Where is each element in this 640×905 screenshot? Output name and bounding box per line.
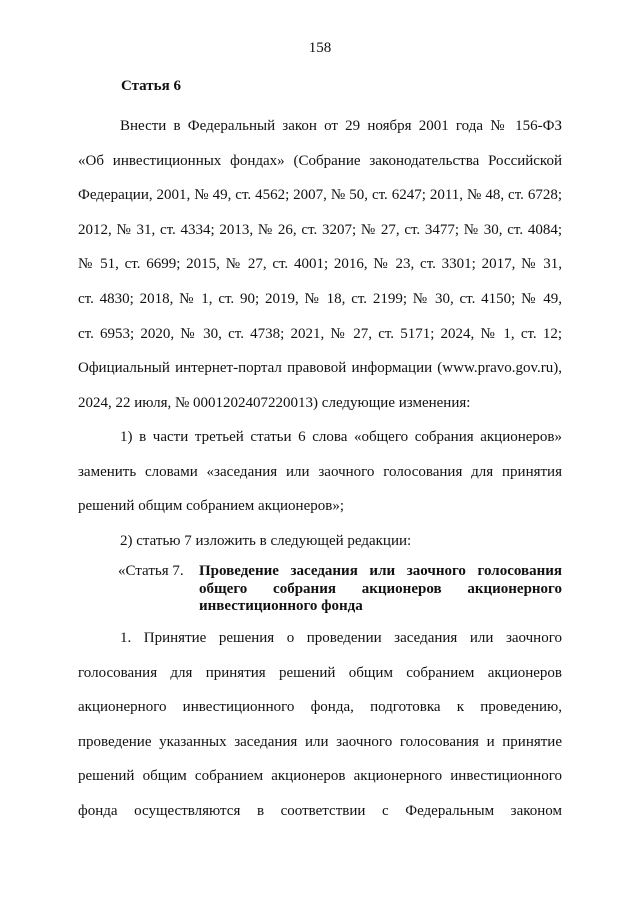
article-7-title [199,563,562,616]
item-2-paragraph [78,524,562,559]
intro-line: 2012, № 31, ст. 4334; 2013, № 26, ст. 3207; № 27, ст. 3477; № 30, ст. 4084; [78,221,562,238]
article-7-label: «Статья 7. [118,563,184,579]
article-7-title-line: Проведение заседания или заочного голосования [199,563,562,579]
clause-1-line: акционерного инвестиционного фонда, подготовка к проведению, [78,699,562,716]
article-7-title-line: общего собрания акционеров акционерного [199,580,562,597]
intro-line: Федерации, 2001, № 49, ст. 4562; 2007, № 50, ст. 6247; 2011, № 48, ст. 6728; [78,187,562,204]
intro-line: 2024, 22 июля, № 0001202407220013) следующие изменения: [78,394,471,411]
clause-1-line: решений общим собранием акционеров акционерного инвестиционного [78,768,562,785]
intro-line: ст. 4830; 2018, № 1, ст. 90; 2019, № 18, ст. 2199; № 30, ст. 4150; № 49, [78,290,562,307]
intro-paragraph [78,109,562,420]
intro-line: Официальный интернет-портал правовой информации (www.pravo.gov.ru), [78,360,562,377]
article-6-heading: Статья 6 [121,78,181,94]
item-1-line: 1) в части третьей статьи 6 слова «общего собрания акционеров» [120,429,562,445]
intro-line: № 51, ст. 6699; 2015, № 27, ст. 4001; 2016, № 23, ст. 3301; 2017, № 31, [78,256,562,273]
clause-1-line: голосования для принятия решений общим собранием акционеров [78,664,562,681]
item-2-line: 2) статью 7 изложить в следующей редакции: [120,533,412,549]
article-7-title-line: инвестиционного фонда [199,598,363,614]
item-1-line: заменить словами «заседания или заочного голосования для принятия [78,463,562,480]
intro-line: ст. 6953; 2020, № 30, ст. 4738; 2021, № 27, ст. 5171; 2024, № 1, ст. 12; [78,325,562,342]
page-number: 158 [308,40,332,56]
clause-1-line: 1. Принятие решения о проведении заседания или заочного [120,630,562,646]
item-1-line: решений общим собранием акционеров»; [78,498,344,515]
clause-1-line: проведение указанных заседания или заочного голосования и принятие [78,733,562,750]
intro-line: Внести в Федеральный закон от 29 ноября 2001 года № 156-ФЗ [120,118,562,134]
clause-1-line: фонда осуществляются в соответствии с Федеральным законом [78,802,562,819]
clause-1-paragraph [78,621,562,829]
intro-line: «Об инвестиционных фондах» (Собрание законодательства Российской [78,152,562,169]
item-1-paragraph [78,420,562,524]
